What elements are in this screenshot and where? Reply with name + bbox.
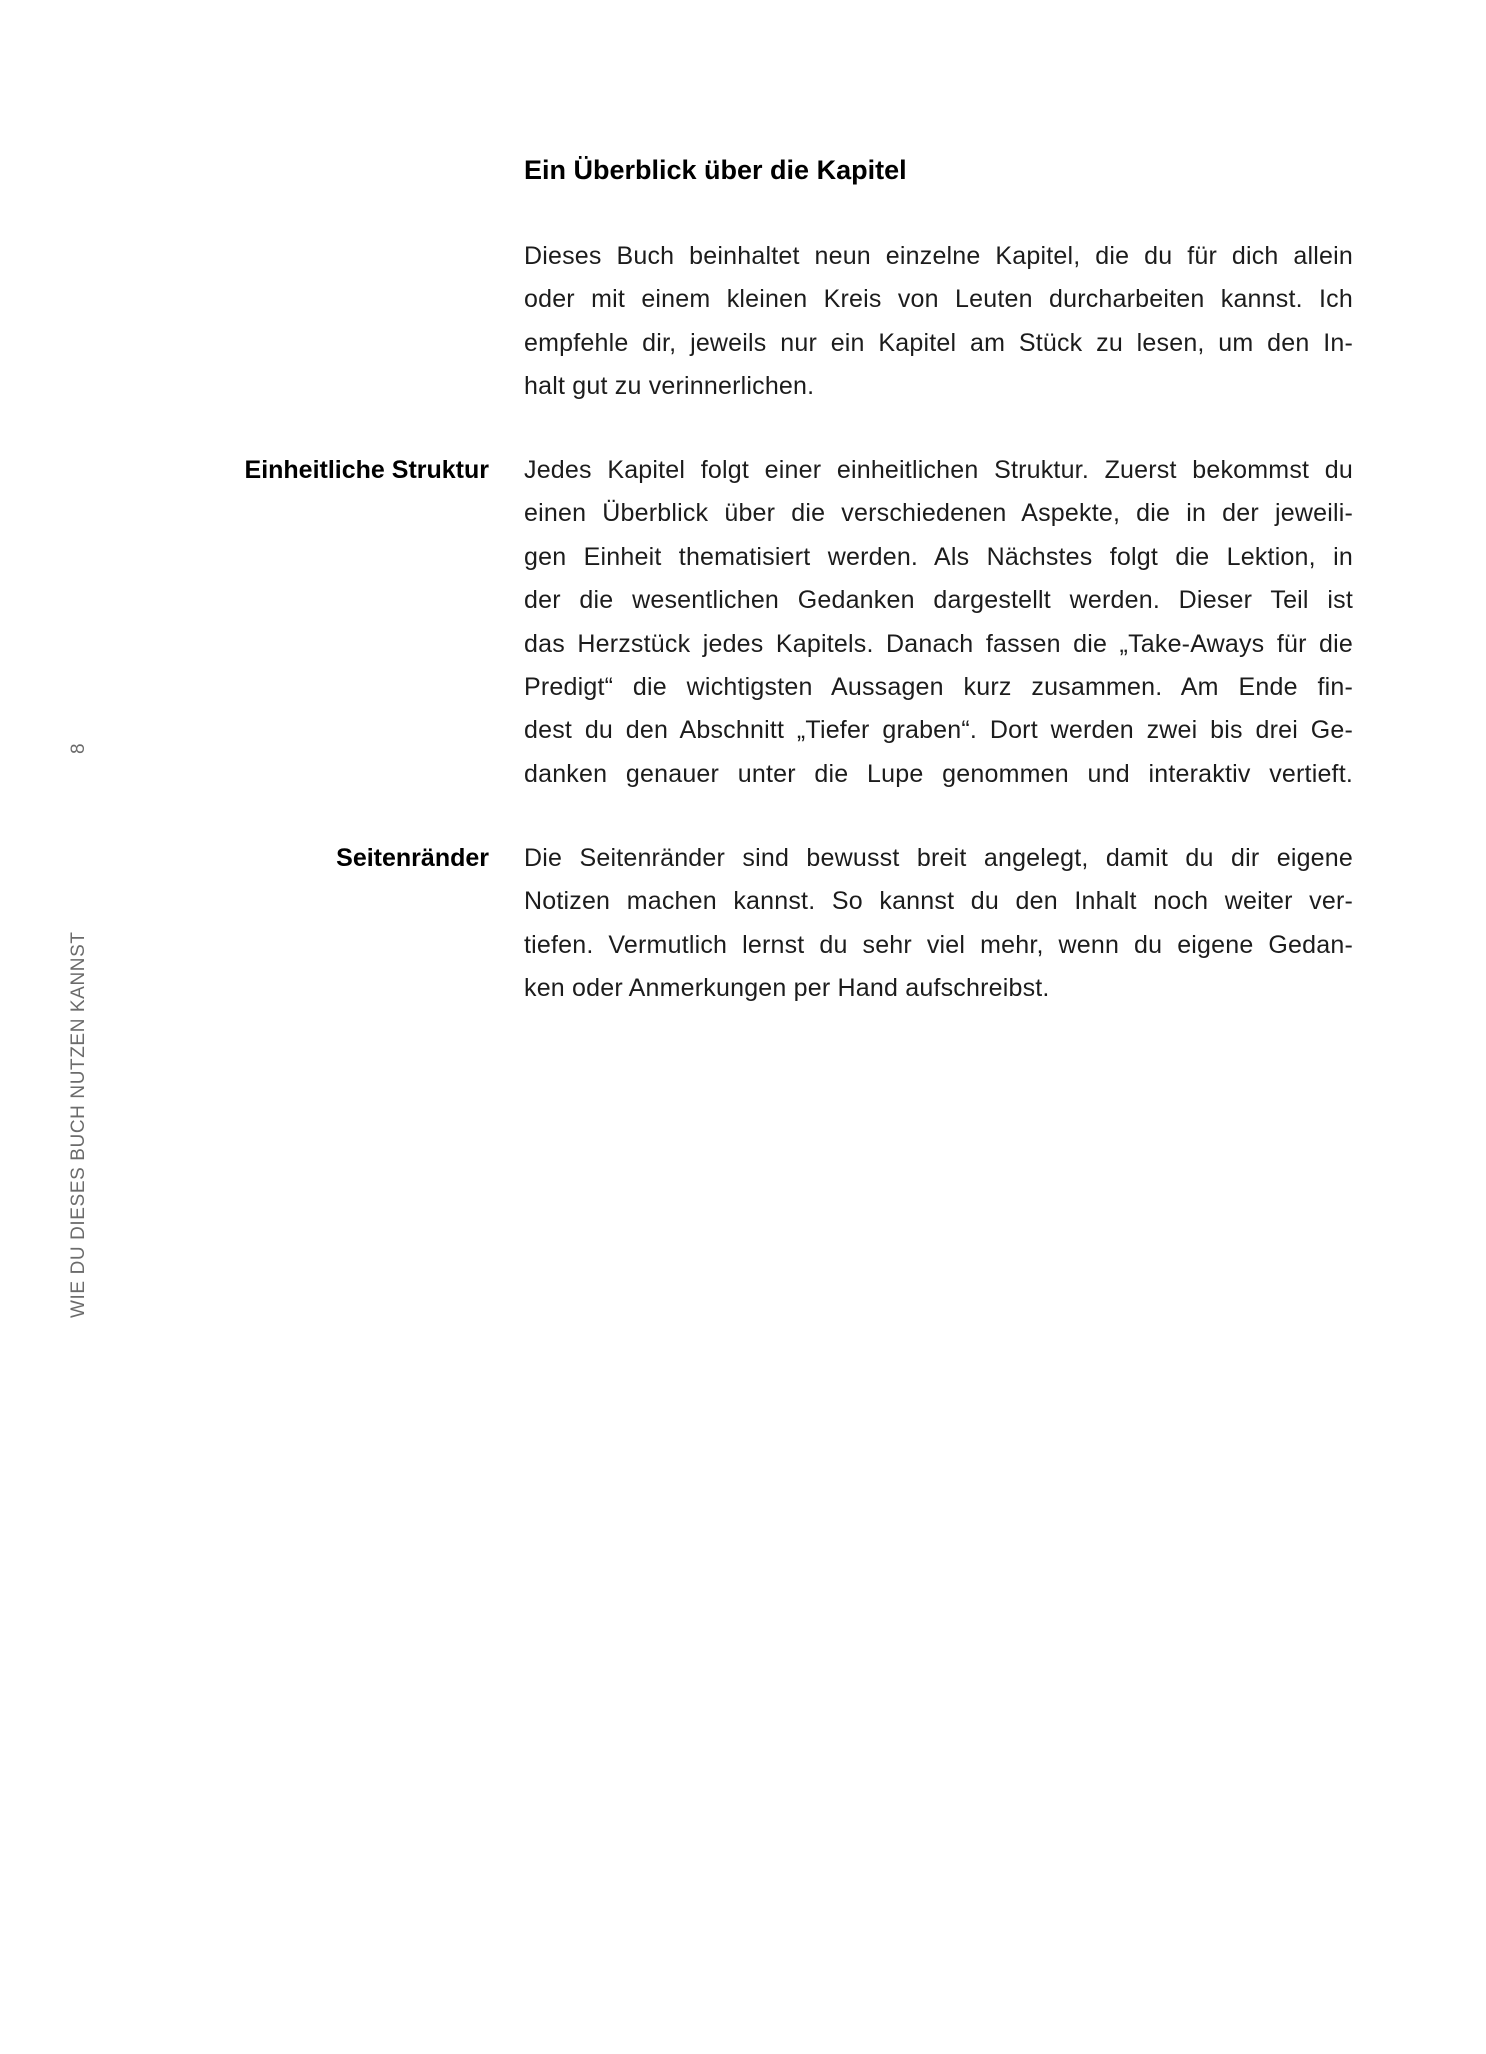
margin-label-margins: Seitenränder (336, 844, 489, 872)
paragraph-line: oder mit einem kleinen Kreis von Leuten durcharbeiten kannst. Ich (524, 285, 1353, 314)
paragraph-line: der die wesentlichen Gedanken dargestellt werden. Dieser Teil ist (524, 586, 1353, 615)
paragraph-structure (524, 449, 1353, 796)
paragraph-line: empfehle dir, jeweils nur ein Kapitel am Stück zu lesen, um den In- (524, 328, 1353, 357)
paragraph-line: gen Einheit thematisiert werden. Als Nächstes folgt die Lektion, in (524, 542, 1353, 571)
paragraph-line: einen Überblick über die verschiedenen Aspekte, die in der jeweili- (524, 499, 1353, 528)
page-number-text: 8 (68, 743, 89, 754)
section-title: Ein Überblick über die Kapitel (524, 155, 907, 185)
paragraph-line: dest du den Abschnitt „Tiefer graben“. Dort werden zwei bis drei Ge- (524, 716, 1353, 745)
paragraph-intro (524, 235, 1353, 409)
paragraph-line: das Herzstück jedes Kapitels. Danach fassen die „Take-Aways für die (524, 629, 1353, 658)
margin-label-structure: Einheitliche Struktur (244, 456, 489, 484)
paragraph-line: ken oder Anmerkungen per Hand aufschreibst. (524, 974, 1050, 1003)
paragraph-margins (524, 837, 1353, 1011)
paragraph-line: Predigt“ die wichtigsten Aussagen kurz zusammen. Am Ende fin- (524, 673, 1353, 702)
paragraph-line: Jedes Kapitel folgt einer einheitlichen Struktur. Zuerst bekommst du (524, 456, 1353, 484)
paragraph-line: danken genauer unter die Lupe genommen und interaktiv vertieft. (524, 759, 1353, 788)
paragraph-line: Dieses Buch beinhaltet neun einzelne Kapitel, die du für dich allein (524, 242, 1353, 270)
paragraph-line: halt gut zu verinnerlichen. (524, 372, 815, 401)
paragraph-line: Notizen machen kannst. So kannst du den Inhalt noch weiter ver- (524, 887, 1353, 916)
paragraph-line: Die Seitenränder sind bewusst breit angelegt, damit du dir eigene (524, 844, 1353, 872)
running-header-text: WIE DU DIESES BUCH NUTZEN KANNST (68, 931, 89, 1318)
paragraph-line: tiefen. Vermutlich lernst du sehr viel mehr, wenn du eigene Gedan- (524, 930, 1353, 959)
